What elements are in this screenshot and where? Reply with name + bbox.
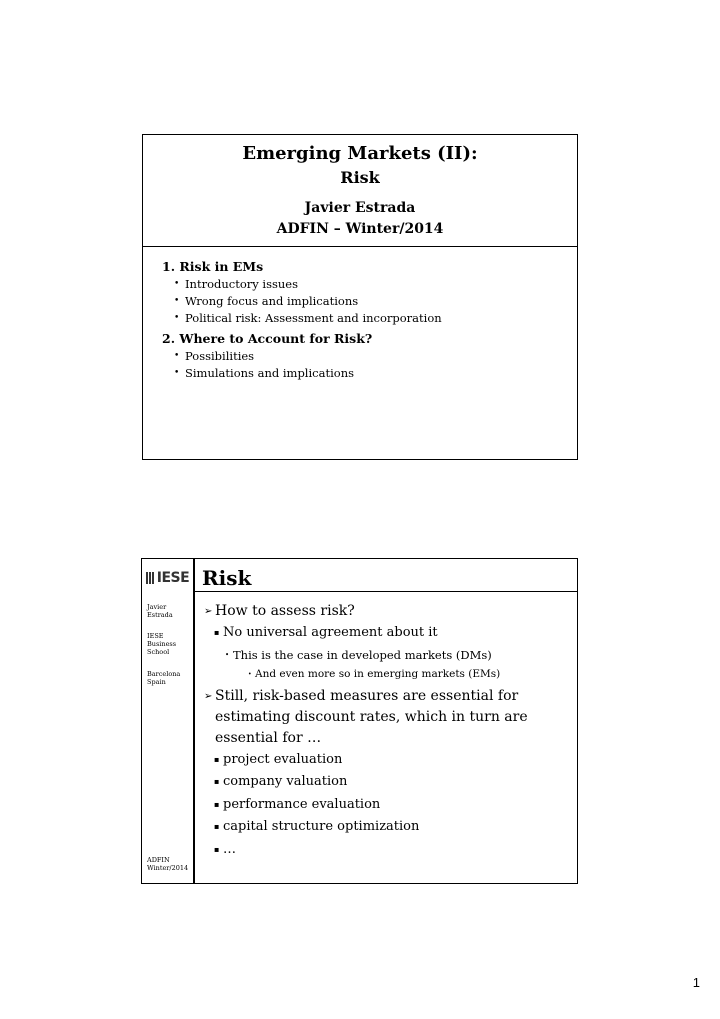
bullet-icon: • (174, 313, 180, 323)
logo-grid-icon (146, 572, 155, 584)
bullet-icon: • (174, 368, 180, 378)
sidebar-course: ADFIN Winter/2014 (147, 856, 189, 872)
sidebar-author: Javier Estrada (147, 603, 173, 619)
header-divider (193, 591, 577, 592)
title-divider (143, 246, 577, 247)
bullet-icon: • (225, 650, 230, 659)
bullet-level3: • This is the case in developed markets (DMs) (204, 645, 571, 665)
square-bullet-icon: ▪ (214, 844, 220, 854)
outline-section-items (174, 348, 567, 382)
bullet-icon: • (174, 279, 180, 289)
sidebar-location: Barcelona Spain (147, 670, 181, 686)
outline-item: • Simulations and implications (174, 366, 354, 380)
title-slide (142, 134, 578, 460)
bullet-icon: • (174, 351, 180, 361)
outline (162, 259, 567, 386)
outline-section-heading: 1. Risk in EMs (162, 259, 264, 274)
outline-section-heading: 2. Where to Account for Risk? (162, 331, 373, 346)
arrow-bullet-icon: ➢ (204, 690, 213, 702)
square-bullet-icon: ▪ (214, 628, 220, 637)
arrow-bullet-icon: ➢ (204, 606, 213, 617)
bullet-continuation: essential for … (215, 729, 322, 746)
course-name: ADFIN – Winter/2014 (276, 221, 444, 237)
bullet-icon: • (174, 296, 180, 306)
author-name: Javier Estrada (304, 200, 416, 216)
bullet-level2: ▪ performance evaluation (204, 794, 571, 817)
square-bullet-icon: ▪ (214, 754, 220, 764)
sidebar-school: IESE Business School (147, 632, 177, 656)
square-bullet-icon: ▪ (214, 777, 220, 786)
bullet-level2: ▪ project evaluation (204, 749, 571, 772)
outline-item: • Possibilities (174, 349, 255, 363)
bullet-level1: ➢ Still, risk-based measures are essential for (204, 686, 571, 707)
square-bullet-icon: ▪ (214, 799, 220, 809)
iese-logo: IESE (142, 559, 193, 597)
slide-subtitle: Risk (340, 168, 380, 187)
bullet-level1: ➢ How to assess risk? (204, 601, 571, 622)
slide-title: Emerging Markets (II): (242, 143, 478, 164)
slide-title: Risk (202, 566, 252, 590)
bullet-level2: ▪ capital structure optimization (204, 816, 571, 839)
slide-body (204, 601, 571, 861)
page-number: 1 (692, 975, 700, 990)
square-bullet-icon: ▪ (214, 822, 220, 831)
bullet-level2: ▪ … (204, 839, 571, 862)
bullet-level2: ▪ company valuation (204, 771, 571, 794)
outline-item: • Wrong focus and implications (174, 294, 359, 308)
outline-item: • Political risk: Assessment and incorporation (174, 311, 442, 325)
risk-slide (141, 558, 578, 884)
bullet-continuation: estimating discount rates, which in turn are (215, 708, 528, 725)
outline-item: • Introductory issues (174, 277, 298, 291)
bullet-icon: • (248, 670, 252, 678)
sidebar-divider (193, 559, 195, 883)
bullet-level4: • And even more so in emerging markets (EMs) (204, 665, 571, 684)
outline-section-items (174, 276, 567, 327)
bullet-level2: ▪ No universal agreement about it (204, 622, 571, 645)
